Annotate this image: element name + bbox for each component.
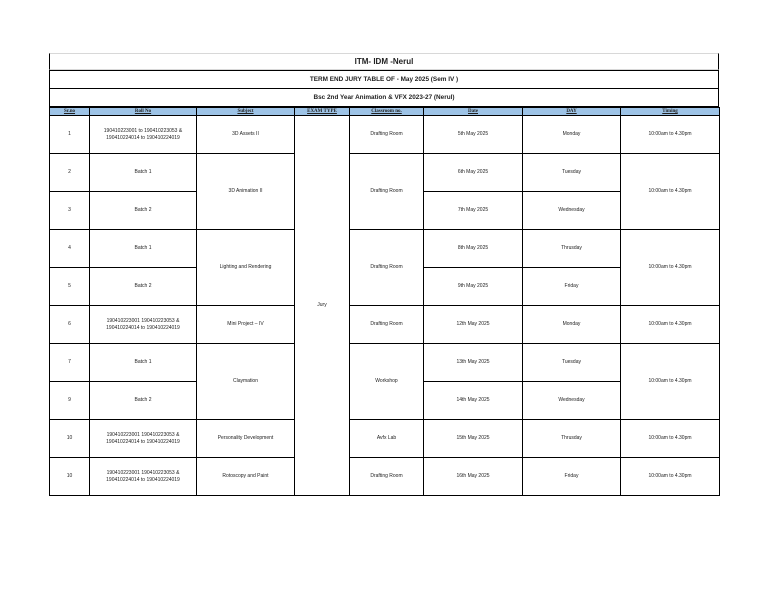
course-title: Bsc 2nd Year Animation & VFX 2023-27 (Nerul) xyxy=(49,89,719,107)
timing-cell: 10:00am to 4.30pm xyxy=(621,230,720,306)
institute-title: ITM- IDM -Nerul xyxy=(49,53,719,70)
sr-cell: 6 xyxy=(50,306,90,344)
sr-cell: 10 xyxy=(50,458,90,496)
roll-cell: Batch 1 xyxy=(90,344,197,382)
timing-cell: 10:00am to 4.30pm xyxy=(621,116,720,154)
table-row xyxy=(50,458,720,496)
table-row xyxy=(50,420,720,458)
subject-cell: Mini Project – IV xyxy=(197,306,295,344)
roll-cell: 190410223001 190410223053 & 190410224014 to 190410224019 xyxy=(90,458,197,496)
column-header-roll-no: Roll No xyxy=(90,108,197,116)
subject-cell: Personality Development xyxy=(197,420,295,458)
roll-cell: Batch 2 xyxy=(90,192,197,230)
date-cell: 6th May 2025 xyxy=(424,154,523,192)
roll-cell: Batch 1 xyxy=(90,230,197,268)
column-header-timing: Timing xyxy=(621,108,720,116)
column-header-exam-type: EXAM TYPE xyxy=(295,108,350,116)
day-cell: Friday xyxy=(523,458,621,496)
sr-cell: 5 xyxy=(50,268,90,306)
subject-cell: Lighting and Rendering xyxy=(197,230,295,306)
classroom-cell: Avfx Lab xyxy=(350,420,424,458)
day-cell: Monday xyxy=(523,116,621,154)
jury-table xyxy=(49,107,720,496)
day-cell: Wednesday xyxy=(523,192,621,230)
table-row xyxy=(50,306,720,344)
exam-type-cell: Jury xyxy=(295,116,350,496)
timing-cell: 10:00am to 4.30pm xyxy=(621,458,720,496)
classroom-cell: Drafting Room xyxy=(350,306,424,344)
table-row xyxy=(50,116,720,154)
classroom-cell: Drafting Room xyxy=(350,154,424,230)
date-cell: 9th May 2025 xyxy=(424,268,523,306)
day-cell: Monday xyxy=(523,306,621,344)
column-header-classroom: Classroom no. xyxy=(350,108,424,116)
sr-cell: 9 xyxy=(50,382,90,420)
date-cell: 15th May 2025 xyxy=(424,420,523,458)
day-cell: Wednesday xyxy=(523,382,621,420)
sr-cell: 2 xyxy=(50,154,90,192)
term-title: TERM END JURY TABLE OF - May 2025 (Sem IV ) xyxy=(49,70,719,89)
jury-timetable-sheet xyxy=(49,53,719,496)
date-cell: 14th May 2025 xyxy=(424,382,523,420)
date-cell: 8th May 2025 xyxy=(424,230,523,268)
subject-cell: 3D Assets II xyxy=(197,116,295,154)
date-cell: 12th May 2025 xyxy=(424,306,523,344)
classroom-cell: Workshop xyxy=(350,344,424,420)
roll-cell: 190410223001 to 190410223053 & 190410224014 to 190410224019 xyxy=(90,116,197,154)
table-header-row xyxy=(50,108,720,116)
table-row xyxy=(50,154,720,192)
date-cell: 16th May 2025 xyxy=(424,458,523,496)
roll-cell: Batch 2 xyxy=(90,382,197,420)
classroom-cell: Drafting Room xyxy=(350,116,424,154)
sr-cell: 10 xyxy=(50,420,90,458)
table-row xyxy=(50,344,720,382)
sr-cell: 4 xyxy=(50,230,90,268)
day-cell: Tuesday xyxy=(523,344,621,382)
column-header-day: DAY xyxy=(523,108,621,116)
subject-cell: Claymation xyxy=(197,344,295,420)
column-header-sr-no: Sr.no xyxy=(50,108,90,116)
day-cell: Tuesday xyxy=(523,154,621,192)
timing-cell: 10:00am to 4.30pm xyxy=(621,154,720,230)
sr-cell: 7 xyxy=(50,344,90,382)
roll-cell: 190410223001 190410223053 & 190410224014 to 190410224019 xyxy=(90,306,197,344)
timing-cell: 10:00am to 4.30pm xyxy=(621,306,720,344)
sr-cell: 3 xyxy=(50,192,90,230)
column-header-subject: Subject xyxy=(197,108,295,116)
date-cell: 13th May 2025 xyxy=(424,344,523,382)
column-header-date: Date xyxy=(424,108,523,116)
table-row xyxy=(50,230,720,268)
roll-cell: Batch 2 xyxy=(90,268,197,306)
subject-cell: Rotoscopy and Paint xyxy=(197,458,295,496)
timing-cell: 10:00am to 4.30pm xyxy=(621,420,720,458)
roll-cell: 190410223001 190410223053 & 190410224014 to 190410224019 xyxy=(90,420,197,458)
date-cell: 7th May 2025 xyxy=(424,192,523,230)
classroom-cell: Drafting Room xyxy=(350,230,424,306)
day-cell: Friday xyxy=(523,268,621,306)
day-cell: Thrusday xyxy=(523,230,621,268)
subject-cell: 3D Animation II xyxy=(197,154,295,230)
roll-cell: Batch 1 xyxy=(90,154,197,192)
classroom-cell: Drafting Room xyxy=(350,458,424,496)
timing-cell: 10:00am to 4.30pm xyxy=(621,344,720,420)
date-cell: 5th May 2025 xyxy=(424,116,523,154)
sr-cell: 1 xyxy=(50,116,90,154)
day-cell: Thrusday xyxy=(523,420,621,458)
